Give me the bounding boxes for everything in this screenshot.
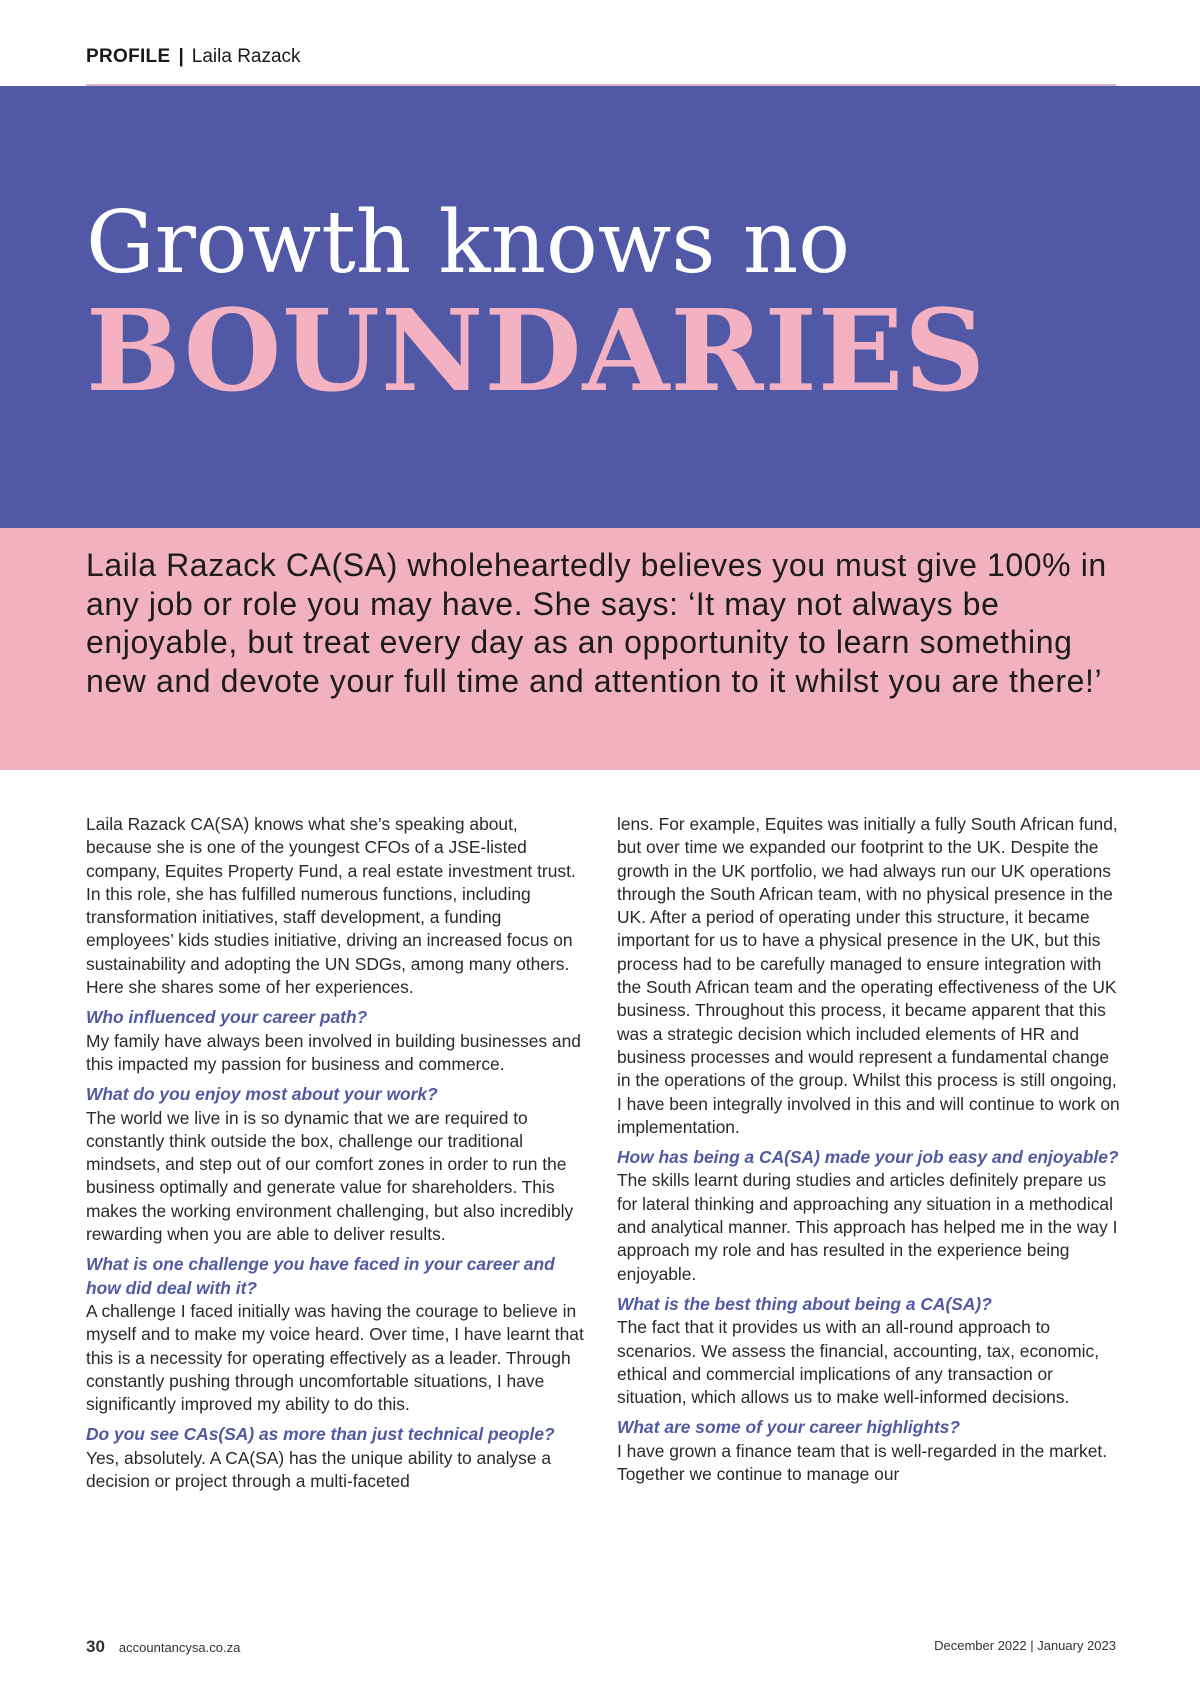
answer-paragraph: The skills learnt during studies and articles definitely prepare us for lateral thinking and approaching any situation in a methodical and analytical manner. This approach has helped me in the way I approach my role and has resulted in the experience being enjoyable. bbox=[617, 1170, 1118, 1284]
intro-banner bbox=[0, 528, 1200, 770]
question-heading: Do you see CAs(SA) as more than just technical people? bbox=[86, 1424, 555, 1445]
answer-paragraph: I have grown a finance team that is well-regarded in the market. Together we continue to manage our bbox=[617, 1440, 1108, 1485]
issue-date: December 2022 | January 2023 bbox=[934, 1638, 1116, 1653]
question-heading: What is one challenge you have faced in your career and how did deal with it? bbox=[86, 1254, 555, 1298]
article-column-right bbox=[617, 813, 1122, 1493]
question-heading: What do you enjoy most about your work? bbox=[86, 1084, 438, 1105]
header-separator: | bbox=[178, 46, 184, 67]
running-header bbox=[86, 46, 301, 68]
question-heading: Who influenced your career path? bbox=[86, 1007, 368, 1028]
answer-paragraph: The world we live in is so dynamic that we are required to constantly think outside the box, challenge our traditional mindsets, and step out of our comfort zones in order to run the business optimally and generate value for shareholders. This makes the working environment challenging, but also incredibly rewarding when you are able to deliver results. bbox=[86, 1107, 574, 1245]
lead-paragraph: Laila Razack CA(SA) knows what she’s speaking about, because she is one of the youngest CFOs of a JSE-listed company, Equites Property Fund, a real estate investment trust. In this role, she has fulfilled numerous functions, including transformation initiatives, staff development, a funding employees’ kids studies initiative, driving an increased focus on sustainability and adopting the UN SDGs, among many others. Here she shares some of her experiences. bbox=[86, 814, 576, 998]
article-column-left bbox=[86, 813, 586, 1500]
headline-line-2: BOUNDARIES bbox=[86, 286, 987, 417]
continued-paragraph: lens. For example, Equites was initially a fully South African fund, but over time we expanded our footprint to the UK. Despite the growth in the UK portfolio, we had always run our UK operations through the South African team, with no physical presence in the UK. After a period of operating under this structure, it became important for us to have a physical presence in the UK, but this process had to be carefully managed to ensure integration with the South African team and the operating effectiveness of the UK business. Throughout this process, it became apparent that this was a strategic decision which included elements of HR and business processes and would represent a fundamental change in the operations of the group. Whilst this process is still ongoing, I have been integrally involved in this and will continue to work on implementation. bbox=[617, 814, 1120, 1137]
headline-line-1: Growth knows no bbox=[86, 193, 851, 293]
section-label: PROFILE bbox=[86, 46, 171, 67]
question-heading: What are some of your career highlights? bbox=[617, 1417, 961, 1438]
page-footer-left bbox=[86, 1637, 240, 1657]
page-number: 30 bbox=[86, 1637, 105, 1656]
intro-standfirst: Laila Razack CA(SA) wholeheartedly believes you must give 100% in any job or role you may have. She says: ‘It may not always be enjoyable, but treat every day as an opportunity to learn something new and devote your full time and attention to it whilst you are there!’ bbox=[86, 547, 1107, 699]
profile-name: Laila Razack bbox=[191, 46, 301, 67]
answer-paragraph: The fact that it provides us with an all-round approach to scenarios. We assess the financial, accounting, tax, economic, ethical and commercial implications of any transaction or situation, which allows us to make well-informed decisions. bbox=[617, 1317, 1100, 1408]
question-heading: How has being a CA(SA) made your job easy and enjoyable? bbox=[617, 1147, 1119, 1168]
question-heading: What is the best thing about being a CA(SA)? bbox=[617, 1293, 992, 1314]
answer-paragraph: Yes, absolutely. A CA(SA) has the unique ability to analyse a decision or project through a multi-faceted bbox=[86, 1447, 552, 1492]
answer-paragraph: My family have always been involved in building businesses and this impacted my passion for business and commerce. bbox=[86, 1030, 581, 1074]
website-link[interactable]: accountancysa.co.za bbox=[118, 1640, 241, 1655]
answer-paragraph: A challenge I faced initially was having the courage to believe in myself and to make my voice heard. Over time, I have learnt that this is a necessity for operating effectively as a leader. Through constantly pushing through uncomfortable situations, I have significantly improved my ability to do this. bbox=[86, 1300, 584, 1415]
